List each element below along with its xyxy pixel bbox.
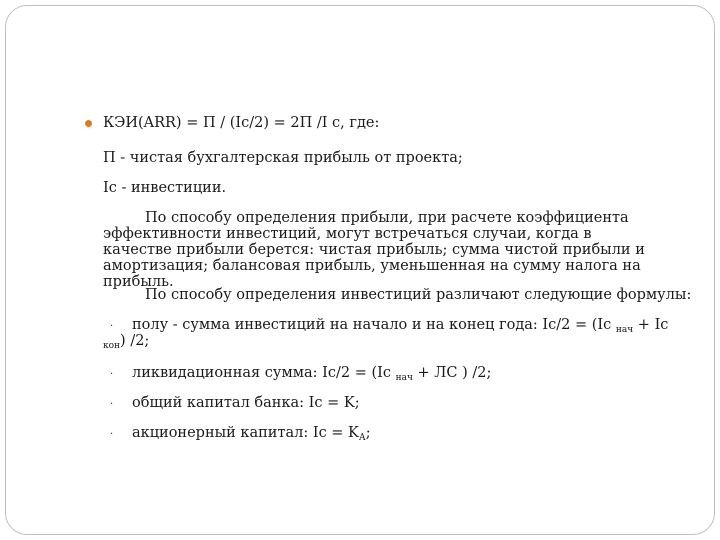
formula-half-sum-cont <box>103 333 149 355</box>
formulas-intro: По способу определения инвестиций различают следующие формулы: <box>145 287 692 303</box>
formula-subscript: нач <box>395 373 413 383</box>
formula-text: полу - сумма инвестиций на начало и на конец года: Ic/2 = (Ic <box>132 317 616 333</box>
bullet-dot-icon: · <box>110 369 114 380</box>
definition-profit: П - чистая бухгалтерская прибыль от проекта; <box>103 150 463 166</box>
bullet-dot-icon: · <box>110 321 114 332</box>
main-formula: КЭИ(ARR) = П / (Ic/2) = 2П /I c, где: <box>103 115 380 131</box>
definition-investments: Ic - инвестиции. <box>103 180 227 196</box>
formula-text: ; <box>365 425 371 441</box>
formula-liquidation <box>132 365 491 387</box>
profit-paragraph: По способу определения прибыли, при расчете коэффициента эффективности инвестиций, могут встречаться случаи, когда в качестве прибыли берется: чистая прибыль; сумма чистой прибыли и амортизация; балансовая прибыль, уменьшенная на сумму налога на прибыль. <box>103 210 645 290</box>
bullet-dot-icon: · <box>110 429 114 440</box>
formula-share-capital <box>132 425 371 447</box>
formula-text: ликвидационная сумма: Ic/2 = (Ic <box>132 365 396 381</box>
formula-bank-capital: общий капитал банка: Ic = K; <box>132 395 360 411</box>
formula-subscript: А <box>358 433 366 443</box>
formula-text: ) /2; <box>120 333 150 349</box>
formula-text: + ЛС ) /2; <box>412 365 492 381</box>
formula-subscript: кон <box>103 341 121 351</box>
formula-half-sum <box>132 317 668 339</box>
formula-text: акционерный капитал: Ic = K <box>132 425 359 441</box>
bullet-dot-icon <box>85 120 92 127</box>
formula-subscript: нач <box>615 325 634 335</box>
formula-text: + Ic <box>633 317 669 333</box>
bullet-dot-icon: · <box>110 399 114 410</box>
